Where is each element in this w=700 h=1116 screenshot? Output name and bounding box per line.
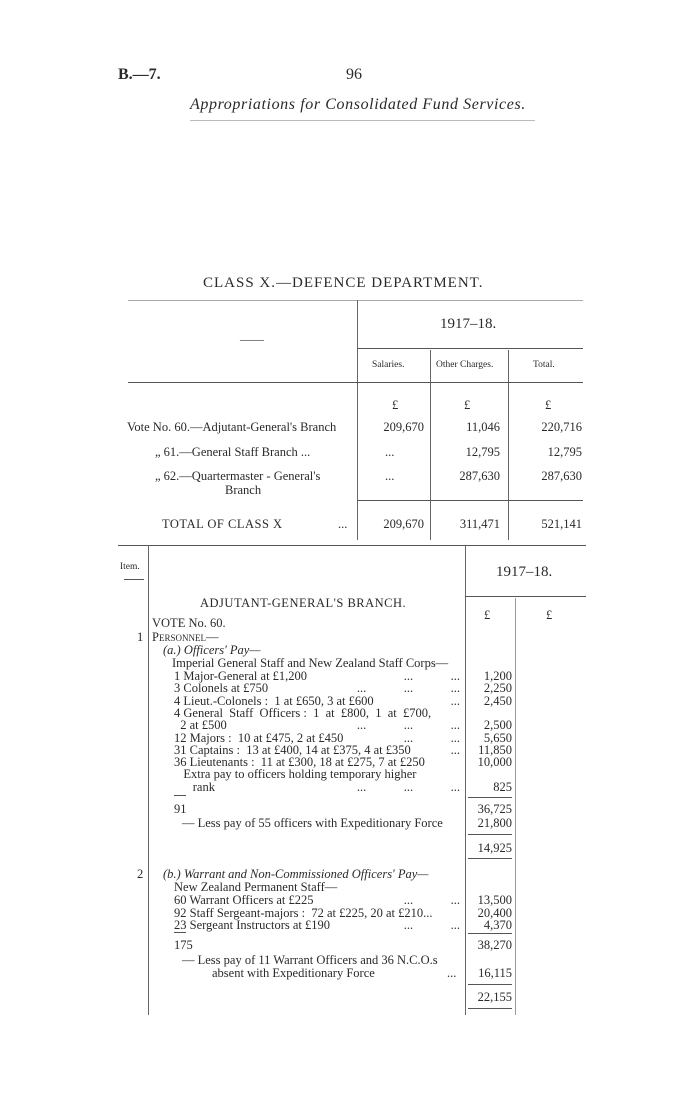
summary-year: 1917–18.	[440, 316, 497, 332]
officers-net: 14,925	[477, 841, 512, 855]
row-salaries: ...	[385, 445, 395, 459]
row-label: „ 62.—Quartermaster - General's	[155, 469, 321, 483]
line-item-dots: ... ... ...	[356, 779, 460, 794]
other-currency: £	[464, 398, 471, 412]
item-number-2: 2	[137, 867, 144, 881]
warrant-less-label-continued: absent with Expeditionary Force	[212, 966, 375, 980]
row-other: 11,046	[466, 420, 500, 434]
line-item-amount: 2,250	[483, 681, 512, 696]
row-other: 287,630	[459, 469, 500, 483]
warrant-less-dots: ...	[447, 966, 457, 980]
row-total: 287,630	[541, 469, 582, 483]
line-item-text: 23 Sergeant Instructors at £190	[174, 918, 330, 932]
officers-pay-heading: (a.) Officers' Pay—	[163, 643, 261, 657]
salaries-currency: £	[392, 398, 399, 412]
line-item-text: 92 Staff Sergeant-majors : 72 at £225, 20 at £210...	[174, 905, 433, 920]
line-item-text: 2 at £500	[174, 718, 227, 733]
line-item-amount: 2,500	[483, 718, 512, 733]
line-item-text: 4 Lieut.-Colonels : 1 at £650, 3 at £600	[174, 693, 374, 708]
line-item-dots: ... ...	[403, 669, 460, 683]
row-salaries: 209,670	[383, 420, 424, 434]
row-label: Vote No. 60.—Adjutant-General's Branch	[127, 420, 337, 434]
detail-currency-1: £	[484, 608, 491, 622]
warrant-less-amount: 16,115	[478, 966, 512, 980]
row-label: „ 61.—General Staff Branch ...	[155, 445, 311, 459]
officers-less-amount: 21,800	[477, 816, 512, 830]
line-item-text: 3 Colonels at £750	[174, 681, 269, 696]
line-item-dots: ... ... ...	[356, 681, 460, 696]
warrant-subtotal: 38,270	[477, 938, 512, 952]
line-item-text: 31 Captains : 13 at £400, 14 at £375, 4 at £350	[174, 742, 411, 757]
line-item-amount: 10,000	[477, 755, 512, 770]
row-total: 220,716	[541, 420, 582, 434]
detail-currency-2: £	[546, 608, 553, 622]
line-item-amount: 11,850	[478, 742, 512, 757]
total-label: TOTAL OF CLASS X	[162, 517, 283, 531]
line-item-amount: 825	[493, 779, 512, 794]
class-title: CLASS X.—DEFENCE DEPARTMENT.	[203, 275, 484, 291]
line-item-text: 36 Lieutenants : 11 at £300, 18 at £275, 7 at £250	[174, 755, 425, 770]
line-item-dots: ... ... ...	[356, 718, 460, 733]
line-item-dots: ...	[450, 742, 460, 757]
branch-title: ADJUTANT-GENERAL'S BRANCH.	[200, 596, 407, 610]
row-other: 12,795	[465, 445, 500, 459]
item-column-header: Item.	[120, 562, 140, 572]
line-item-amount: 20,400	[477, 905, 512, 920]
line-item-dots: ... ...	[403, 730, 460, 745]
col-other-charges: Other Charges.	[436, 360, 494, 370]
line-item-text: 60 Warrant Officers at £225	[174, 893, 314, 907]
vote-label: VOTE No. 60.	[152, 616, 226, 630]
stub-dash: ——	[240, 332, 264, 346]
document-reference: B.—7.	[118, 66, 161, 83]
total-total: 521,141	[541, 517, 582, 531]
warrant-count: 175	[174, 938, 193, 952]
imperial-staff-heading: Imperial General Staff and New Zealand Staff Corps—	[172, 656, 449, 670]
total-salaries: 209,670	[383, 517, 424, 531]
page-title: Appropriations for Consolidated Fund Services.	[190, 96, 526, 113]
warrant-net: 22,155	[477, 990, 512, 1004]
line-item-amount: 4,370	[483, 918, 512, 932]
line-item-dots: ... ...	[403, 918, 460, 932]
line-item-text: Extra pay to officers holding temporary higher	[174, 767, 417, 782]
warrant-less-label: — Less pay of 11 Warrant Officers and 36 N.C.O.s	[182, 953, 438, 967]
line-item-amount: 13,500	[477, 893, 512, 907]
total-other: 311,471	[459, 517, 500, 531]
line-item-dots: ...	[450, 693, 460, 708]
line-item-amount: 2,450	[483, 693, 512, 708]
officers-count: 91	[174, 802, 187, 816]
officers-subtotal: 36,725	[477, 802, 512, 816]
row-total: 12,795	[547, 445, 582, 459]
total-dots: ...	[338, 517, 348, 531]
line-item-amount: 5,650	[483, 730, 512, 745]
nz-staff-heading: New Zealand Permanent Staff—	[174, 880, 338, 894]
personnel-heading: Personnel—	[152, 630, 219, 644]
warrant-pay-heading: (b.) Warrant and Non-Commissioned Officers' Pay—	[163, 867, 429, 881]
col-salaries: Salaries.	[372, 360, 405, 370]
line-item-amount: 1,200	[483, 669, 512, 683]
line-item-dots: ... ...	[403, 893, 460, 907]
row-label-continued: Branch	[225, 483, 262, 497]
total-currency: £	[545, 398, 552, 412]
detail-year: 1917–18.	[496, 564, 553, 580]
col-total: Total.	[533, 360, 555, 370]
row-salaries: ...	[385, 469, 395, 483]
line-item-text: 1 Major-General at £1,200	[174, 669, 308, 683]
page-number: 96	[346, 66, 362, 83]
item-number-1: 1	[137, 630, 144, 644]
line-item-text: 4 General Staff Officers : 1 at £800, 1 at £700,	[174, 705, 432, 720]
line-item-text: 12 Majors : 10 at £475, 2 at £450	[174, 730, 344, 745]
officers-less-label: — Less pay of 55 officers with Expeditionary Force	[182, 816, 443, 830]
line-item-text: rank	[174, 779, 215, 794]
